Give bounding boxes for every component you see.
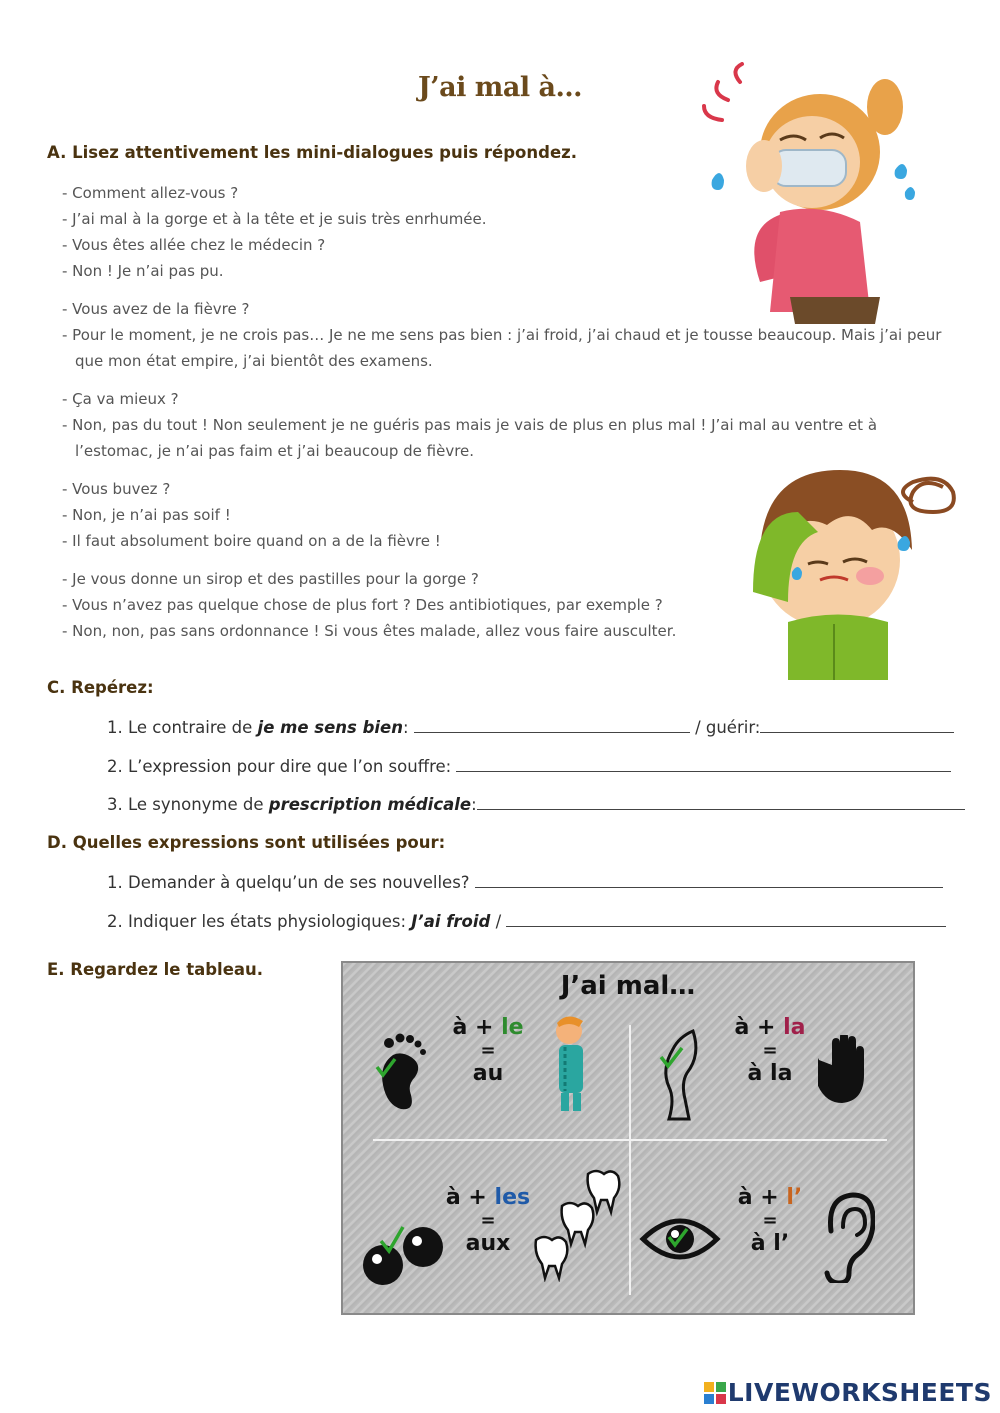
- dialogue-5: [62, 566, 676, 644]
- answer-blank[interactable]: [506, 910, 946, 927]
- answer-blank[interactable]: [477, 793, 965, 810]
- answer-blank[interactable]: [760, 716, 954, 733]
- rule-prefix: à +: [737, 1185, 779, 1210]
- dialogue-line: - Il faut absolument boire quand on a de la fièvre !: [62, 532, 441, 550]
- rule-les: [443, 1185, 533, 1256]
- equals-sign: =: [480, 1040, 496, 1061]
- answer-blank[interactable]: [456, 755, 951, 772]
- dialogue-line: - J’ai mal à la gorge et à la tête et je suis très enrhumée.: [62, 210, 487, 228]
- dialogue-line: - Vous avez de la fièvre ?: [62, 300, 250, 318]
- question-text: 1. Le contraire de: [107, 718, 258, 737]
- question-text: 2. L’expression pour dire que l’on souffre:: [107, 757, 452, 776]
- dialogue-line: - Vous n’avez pas quelque chose de plus fort ? Des antibiotiques, par exemple ?: [62, 596, 663, 614]
- question-d2: [107, 910, 946, 931]
- answer-blank[interactable]: [414, 716, 690, 733]
- rule-result: au: [472, 1061, 504, 1086]
- question-text: /: [490, 912, 502, 931]
- board-title: J’ai mal…: [560, 971, 696, 1001]
- question-keyword: J’ai froid: [411, 912, 491, 931]
- dialogue-line: - Ça va mieux ?: [62, 390, 179, 408]
- article-l-apostrophe: l’: [786, 1185, 803, 1210]
- question-c2: [107, 755, 951, 776]
- answer-blank[interactable]: [475, 871, 943, 888]
- teeth-icon: [528, 1166, 628, 1282]
- question-keyword: je me sens bien: [257, 718, 403, 737]
- question-c1: [107, 716, 954, 737]
- dialogue-line: - Vous buvez ?: [62, 480, 171, 498]
- question-text: :: [471, 795, 477, 814]
- question-text: 3. Le synonyme de: [107, 795, 269, 814]
- rule-prefix: à +: [452, 1015, 494, 1040]
- dialogue-line: - Comment allez-vous ?: [62, 184, 239, 202]
- rule-result: aux: [465, 1231, 511, 1256]
- equals-sign: =: [762, 1210, 778, 1231]
- dialogue-line: - Pour le moment, je ne crois pas… Je ne me sens pas bien : j’ai froid, j’ai chaud et je tousse beaucoup. Mais j’ai peur que mon état empire, j’ai bientôt des examens.: [62, 326, 942, 370]
- leg-icon: [653, 1027, 713, 1127]
- article-la: la: [783, 1015, 806, 1040]
- rule-prefix: à +: [734, 1015, 776, 1040]
- dialogue-line: - Non, je n’ai pas soif !: [62, 506, 231, 524]
- dialogue-line: - Non ! Je n’ai pas pu.: [62, 262, 224, 280]
- section-a-heading: A. Lisez attentivement les mini-dialogues puis répondez.: [47, 143, 578, 162]
- liveworksheets-logo: [704, 1378, 992, 1407]
- sick-woman-illustration: [700, 62, 925, 324]
- dialogue-4: [62, 476, 441, 554]
- rule-l-apostrophe: [725, 1185, 815, 1256]
- question-text: 1. Demander à quelqu’un de ses nouvelles?: [107, 873, 470, 892]
- grammar-chalkboard: [341, 961, 915, 1315]
- hand-icon: [818, 1035, 878, 1107]
- question-text: / guérir:: [695, 718, 761, 737]
- equals-sign: =: [480, 1210, 496, 1231]
- rule-prefix: à +: [445, 1185, 487, 1210]
- logo-text: LIVEWORKSHEETS: [727, 1378, 992, 1407]
- board-divider-horizontal: [373, 1139, 887, 1141]
- question-c3: [107, 793, 965, 814]
- page-title: J’ai mal à…: [417, 72, 583, 103]
- eyes-icon: [359, 1221, 449, 1291]
- article-les: les: [494, 1185, 531, 1210]
- rule-result: à l’: [750, 1231, 790, 1256]
- board-divider-vertical: [629, 1025, 631, 1295]
- dialogue-line: - Non, pas du tout ! Non seulement je ne guéris pas mais je vais de plus en plus mal ! J’ai mal au ventre et à l’estomac, je n’ai pas faim et j’ai beaucoup de fièvre.: [62, 416, 878, 460]
- rule-le: [443, 1015, 533, 1086]
- dialogue-2: [62, 296, 965, 374]
- sick-boy-illustration: [748, 452, 963, 680]
- logo-icon: [704, 1381, 726, 1403]
- section-d-heading: D. Quelles expressions sont utilisées pour:: [47, 833, 446, 852]
- article-le: le: [501, 1015, 524, 1040]
- question-text: 2. Indiquer les états physiologiques:: [107, 912, 412, 931]
- dialogue-line: - Vous êtes allée chez le médecin ?: [62, 236, 326, 254]
- rule-result: à la: [747, 1061, 793, 1086]
- section-e-heading: E. Regardez le tableau.: [47, 960, 264, 979]
- foot-icon: [371, 1029, 431, 1111]
- equals-sign: =: [762, 1040, 778, 1061]
- rule-la: [725, 1015, 815, 1086]
- question-text: :: [403, 718, 409, 737]
- dialogue-line: - Je vous donne un sirop et des pastilles pour la gorge ?: [62, 570, 479, 588]
- question-d1: [107, 871, 943, 892]
- back-pain-person-icon: [543, 1013, 603, 1113]
- section-c-heading: C. Repérez:: [47, 678, 154, 697]
- eye-icon: [639, 1211, 721, 1267]
- dialogue-line: - Non, non, pas sans ordonnance ! Si vous êtes malade, allez vous faire ausculter.: [62, 622, 677, 640]
- ear-icon: [819, 1191, 875, 1283]
- question-keyword: prescription médicale: [268, 795, 472, 814]
- dialogue-1: [62, 180, 487, 284]
